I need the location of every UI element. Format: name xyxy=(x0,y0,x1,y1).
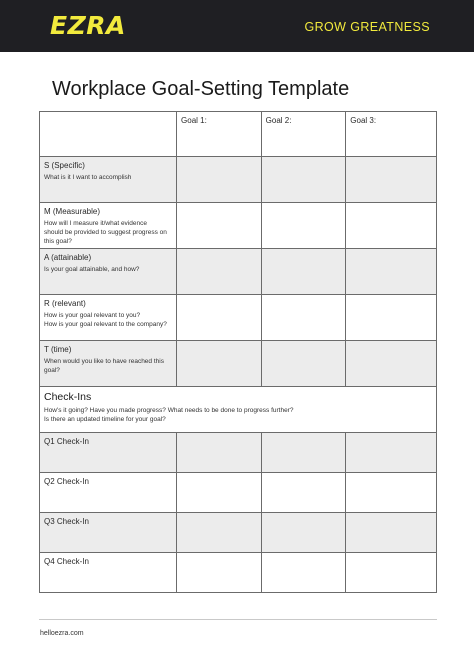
row-description-line: How will I measure it/what evidence xyxy=(44,220,147,227)
goal-1-time-cell[interactable] xyxy=(177,341,262,387)
goal-3-time-cell[interactable] xyxy=(346,341,437,387)
row-description-line: Is your goal attainable, and how? xyxy=(44,266,140,273)
row-description-line: goal? xyxy=(44,367,60,374)
table-row-relevant xyxy=(40,295,437,341)
row-label-cell xyxy=(40,295,177,341)
row-label-cell xyxy=(40,341,177,387)
table-row-time xyxy=(40,341,437,387)
goal-3-q2-cell[interactable] xyxy=(346,473,437,513)
goal-2-time-cell[interactable] xyxy=(261,341,346,387)
row-label: Q1 Check-In xyxy=(44,437,89,446)
row-description xyxy=(44,173,172,182)
row-description-line: this goal? xyxy=(44,238,72,245)
goal-1-q2-cell[interactable] xyxy=(177,473,262,513)
goal-1-q4-cell[interactable] xyxy=(177,553,262,593)
row-label-cell xyxy=(40,513,177,553)
goal-setting-table xyxy=(39,111,437,593)
table-row-q2-checkin xyxy=(40,473,437,513)
row-description-line: How is your goal relevant to you? xyxy=(44,312,141,319)
row-label-cell xyxy=(40,203,177,249)
table-header-row xyxy=(40,112,437,157)
goal-1-q3-cell[interactable] xyxy=(177,513,262,553)
goal-2-q4-cell[interactable] xyxy=(261,553,346,593)
goal-3-q1-cell[interactable] xyxy=(346,433,437,473)
goal-1-q1-cell[interactable] xyxy=(177,433,262,473)
checkins-cell xyxy=(40,387,437,433)
table-row-q3-checkin xyxy=(40,513,437,553)
row-label: M (Measurable) xyxy=(44,207,101,216)
tagline: GROW GREATNESS xyxy=(304,20,430,34)
row-label: A (attainable) xyxy=(44,253,92,262)
row-label-cell xyxy=(40,433,177,473)
goal-3-measurable-cell[interactable] xyxy=(346,203,437,249)
goal-2-q3-cell[interactable] xyxy=(261,513,346,553)
checkins-heading: Check-Ins xyxy=(44,391,92,403)
goal-3-relevant-cell[interactable] xyxy=(346,295,437,341)
header-cell-empty xyxy=(40,112,177,157)
table-row-checkins xyxy=(40,387,437,433)
goal-3-q4-cell[interactable] xyxy=(346,553,437,593)
row-description xyxy=(44,357,172,375)
goal-2-attainable-cell[interactable] xyxy=(261,249,346,295)
goal-3-specific-cell[interactable] xyxy=(346,157,437,203)
goal-1-measurable-cell[interactable] xyxy=(177,203,262,249)
row-description-line: When would you like to have reached this xyxy=(44,358,164,365)
row-label: S (Specific) xyxy=(44,161,85,170)
footer-divider xyxy=(39,619,437,620)
ezra-logo[interactable]: EZRA xyxy=(50,11,126,40)
row-label-cell xyxy=(40,553,177,593)
header-bar xyxy=(0,0,474,52)
row-description-line: How is your goal relevant to the company? xyxy=(44,321,167,328)
table-row-attainable xyxy=(40,249,437,295)
table-row-q1-checkin xyxy=(40,433,437,473)
row-description-line: What is it I want to accomplish xyxy=(44,174,132,181)
row-label: R (relevant) xyxy=(44,299,86,308)
checkins-description-line: How's it going? Have you made progress? What needs to be done to progress further? xyxy=(44,407,294,414)
row-label-cell xyxy=(40,473,177,513)
row-description xyxy=(44,219,172,246)
row-label: Q4 Check-In xyxy=(44,557,89,566)
goal-2-q2-cell[interactable] xyxy=(261,473,346,513)
goal-2-q1-cell[interactable] xyxy=(261,433,346,473)
goal-2-specific-cell[interactable] xyxy=(261,157,346,203)
row-label: Q2 Check-In xyxy=(44,477,89,486)
goal-1-relevant-cell[interactable] xyxy=(177,295,262,341)
table-row-measurable xyxy=(40,203,437,249)
checkins-description-line: Is there an updated timeline for your goal? xyxy=(44,416,166,423)
goal-3-q3-cell[interactable] xyxy=(346,513,437,553)
goal-3-header: Goal 3: xyxy=(346,112,437,157)
goal-2-header: Goal 2: xyxy=(261,112,346,157)
row-label: Q3 Check-In xyxy=(44,517,89,526)
row-label: T (time) xyxy=(44,345,72,354)
table-row-q4-checkin xyxy=(40,553,437,593)
goal-2-relevant-cell[interactable] xyxy=(261,295,346,341)
page-title: Workplace Goal-Setting Template xyxy=(52,78,350,100)
row-description xyxy=(44,265,172,274)
row-description xyxy=(44,311,172,329)
goal-1-header: Goal 1: xyxy=(177,112,262,157)
goal-1-specific-cell[interactable] xyxy=(177,157,262,203)
footer-url[interactable]: helloezra.com xyxy=(40,630,84,637)
checkins-description xyxy=(44,406,432,424)
table-row-specific xyxy=(40,157,437,203)
row-label-cell xyxy=(40,157,177,203)
row-description-line: should be provided to suggest progress on xyxy=(44,229,167,236)
goal-3-attainable-cell[interactable] xyxy=(346,249,437,295)
goal-2-measurable-cell[interactable] xyxy=(261,203,346,249)
row-label-cell xyxy=(40,249,177,295)
goal-1-attainable-cell[interactable] xyxy=(177,249,262,295)
